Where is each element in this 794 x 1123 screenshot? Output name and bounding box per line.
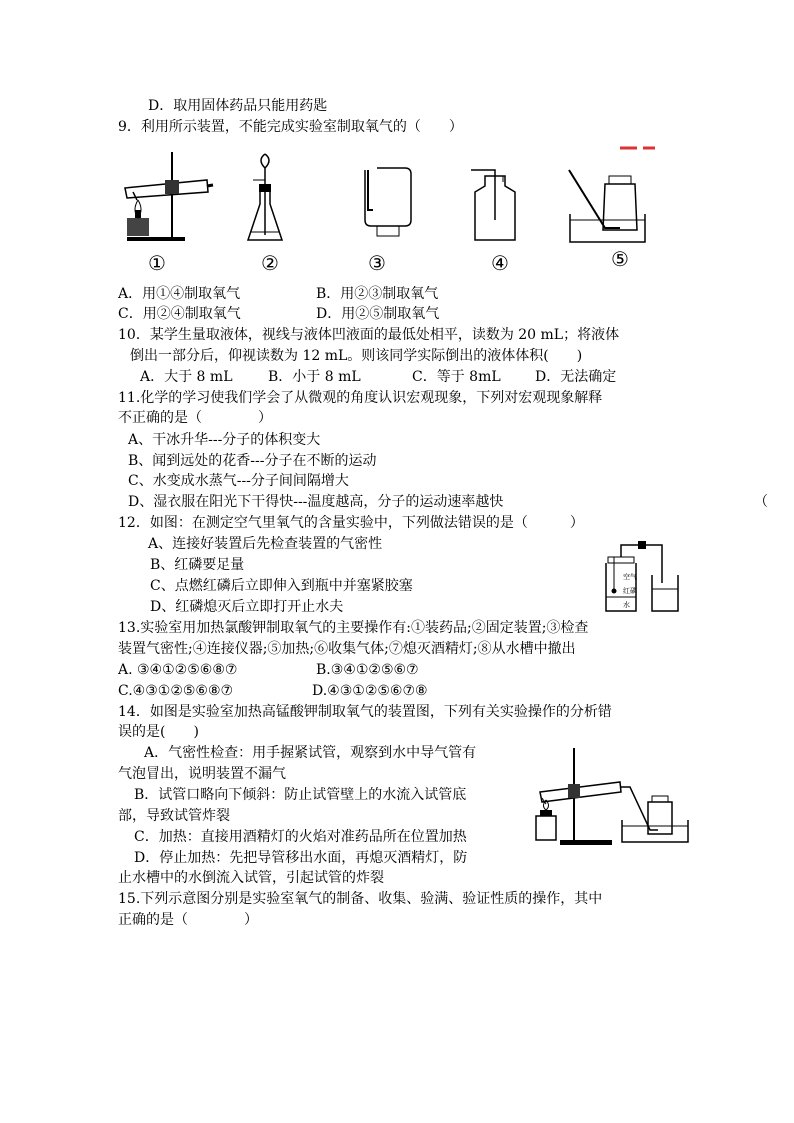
q9-stem: 9．利用所示装置，不能完成实验室制取氧气的（ ） bbox=[118, 119, 463, 135]
q13-stem-line1: 13.实验室用加热氯酸钾制取氧气的主要操作有:①装药品;②固定装置;③检查 bbox=[118, 620, 589, 636]
q11-option-d: D、湿衣服在阳光下干得快---温度越高，分子的运动速率越快 bbox=[128, 494, 504, 510]
q11-stem-line1: 11.化学的学习使我们学会了从微观的角度认识宏观现象，下列对宏观现象解释 bbox=[118, 390, 603, 406]
q14-potassium-permanganate-figure bbox=[530, 742, 690, 850]
q14-option-a-line1: A．气密性检查：用手握紧试管，观察到水中导气管有 bbox=[144, 745, 477, 761]
phosphorus-label: 红磷 bbox=[623, 587, 637, 595]
air-label: 空气 bbox=[623, 573, 637, 581]
apparatus-2-conical-flask-funnel bbox=[248, 154, 282, 240]
apparatus-1-test-tube-heating bbox=[125, 152, 213, 241]
q14-option-a-line2: 气泡冒出，说明装置不漏气 bbox=[118, 766, 286, 782]
apparatus-label-3: ③ bbox=[368, 251, 386, 275]
q9-option-d: D．用②⑤制取氧气 bbox=[316, 306, 440, 322]
apparatus-label-4: ④ bbox=[491, 251, 509, 275]
q12-oxygen-content-figure bbox=[590, 535, 686, 615]
q14-option-b-line2: 部，导致试管炸裂 bbox=[118, 808, 230, 824]
q14-stem-line2: 误的是( ) bbox=[118, 724, 199, 740]
q9-apparatus-figure bbox=[115, 140, 675, 276]
q14-option-b-line1: B．试管口略向下倾斜：防止试管壁上的水流入试管底 bbox=[134, 787, 467, 803]
q14-stem-line1: 14．如图是实验室加热高锰酸钾制取氧气的装置图，下列有关实验操作的分析错 bbox=[118, 704, 612, 720]
q9-option-b: B．用②③制取氧气 bbox=[316, 286, 439, 302]
q12-option-c: C、点燃红磷后立即伸入到瓶中并塞紧胶塞 bbox=[150, 578, 413, 594]
apparatus-3-gas-bottle-long-tube bbox=[365, 168, 411, 236]
apparatus-4-wash-bottle bbox=[471, 170, 515, 240]
q12-stem: 12．如图：在测定空气里氧气的含量实验中，下列做法错误的是（ ） bbox=[118, 515, 584, 531]
q13-option-c: C.④③①②⑤⑥⑧⑦ bbox=[118, 683, 234, 699]
q14-option-d-line1: D．停止加热：先把导管移出水面，再熄灭酒精灯，防 bbox=[134, 850, 468, 866]
q14-option-c: C．加热：直接用酒精灯的火焰对准药品所在位置加热 bbox=[134, 829, 467, 845]
q10-stem-line2: 倒出一部分后，仰视读数为 12 mL。则该同学实际倒出的液体体积( ) bbox=[130, 348, 583, 364]
q15-stem-line1: 15.下列示意图分别是实验室氧气的制备、收集、验满、验证性质的操作，其中 bbox=[118, 891, 603, 907]
q13-option-a: A. ③④①②⑤⑥⑧⑦ bbox=[118, 662, 238, 678]
apparatus-label-1: ① bbox=[148, 251, 166, 275]
q14-option-d-line2: 止水槽中的水倒流入试管，引起试管的炸裂 bbox=[118, 870, 384, 886]
q10-option-a: A．大于 8 mL bbox=[140, 369, 233, 385]
q10-option-b: B．小于 8 mL bbox=[268, 369, 361, 385]
q9-option-c: C．用②④制取氧气 bbox=[118, 306, 241, 322]
q13-option-b: B.③④①②⑤⑥⑦ bbox=[316, 662, 419, 678]
q11-option-c: C、水变成水蒸气---分子间间隔增大 bbox=[128, 473, 349, 489]
q10-stem-line1: 10．某学生量取液体，视线与液体凹液面的最低处相平，读数为 20 mL；将液体 bbox=[118, 327, 620, 343]
q12-option-b: B、红磷要足量 bbox=[150, 557, 245, 573]
q8-option-d: D．取用固体药品只能用药匙 bbox=[148, 98, 328, 114]
apparatus-label-5: ⑤ bbox=[611, 247, 629, 271]
q10-option-c: C．等于 8mL bbox=[412, 369, 501, 385]
q15-stem-line2: 正确的是（ ） bbox=[118, 912, 258, 928]
q12-option-d: D、红磷熄灭后立即打开止水夫 bbox=[150, 599, 344, 615]
q11-stem-line2: 不正确的是（ ） bbox=[118, 410, 272, 426]
water-label: 水 bbox=[623, 601, 630, 609]
q13-option-d: D.④③①②⑤⑥⑦⑧ bbox=[312, 683, 428, 699]
apparatus-5-water-trough bbox=[569, 170, 645, 242]
q11-option-a: A、干冰升华---分子的体积变大 bbox=[128, 432, 321, 448]
q10-option-d: D．无法确定 bbox=[535, 369, 617, 385]
q12-option-a: A、连接好装置后先检查装置的气密性 bbox=[148, 536, 383, 552]
q9-option-a: A．用①④制取氧气 bbox=[118, 286, 241, 302]
stray-bracket: （ bbox=[754, 494, 768, 510]
apparatus-label-2: ② bbox=[261, 251, 279, 275]
q13-stem-line2: 装置气密性;④连接仪器;⑤加热;⑥收集气体;⑦熄灭酒精灯;⑧从水槽中撤出 bbox=[118, 641, 576, 657]
q11-option-b: B、闻到远处的花香---分子在不断的运动 bbox=[128, 453, 377, 469]
